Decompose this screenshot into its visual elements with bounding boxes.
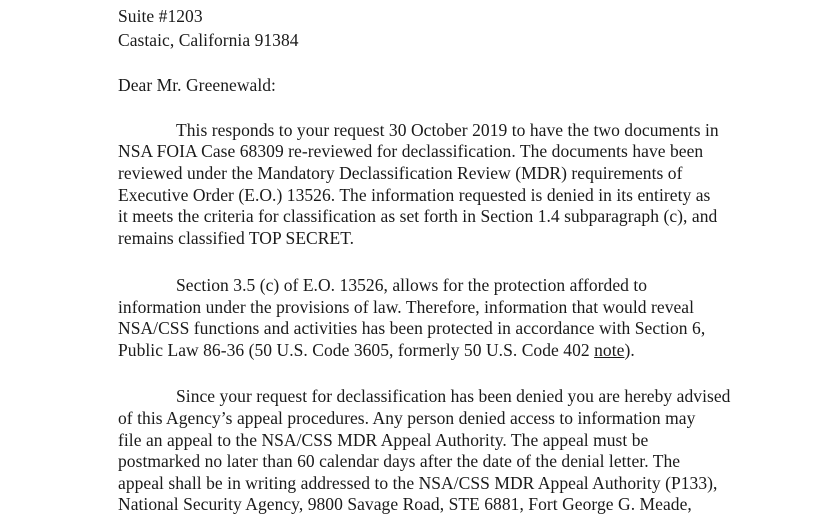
paragraph-2-line: NSA/CSS functions and activities has been protected in accordance with Section 6, (118, 318, 706, 338)
paragraph-2-last-line-prefix: Public Law 86-36 (50 U.S. Code 3605, formerly 50 U.S. Code 402 (118, 340, 595, 360)
paragraph-3-line: of this Agency’s appeal procedures. Any person denied access to information may (118, 408, 696, 428)
paragraph-2-line: Section 3.5 (c) of E.O. 13526, allows for the protection afforded to (176, 275, 648, 295)
paragraph-1-line: reviewed under the Mandatory Declassification Review (MDR) requirements of (118, 163, 683, 183)
paragraph-1-line: remains classified TOP SECRET. (118, 228, 355, 248)
paragraph-3-line: appeal shall be in writing addressed to the NSA/CSS MDR Appeal Authority (P133), (118, 473, 718, 493)
paragraph-3-line: file an appeal to the NSA/CSS MDR Appeal Authority. The appeal must be (118, 430, 649, 450)
address-suite: Suite #1203 (118, 6, 203, 26)
paragraph-3-line: National Security Agency, 9800 Savage Road, STE 6881, Fort George G. Meade, (118, 494, 692, 514)
salutation: Dear Mr. Greenewald: (118, 75, 276, 95)
address-city: Castaic, California 91384 (118, 30, 299, 50)
paragraph-1-line: Executive Order (E.O.) 13526. The information requested is denied in its entirety as (118, 185, 711, 205)
paragraph-2-line: information under the provisions of law. Therefore, information that would reveal (118, 297, 695, 317)
paragraph-2-last-line (118, 340, 635, 360)
paragraph-2-last-line-suffix: ). (624, 340, 635, 360)
paragraph-1-line: This responds to your request 30 October 2019 to have the two documents in (176, 120, 719, 140)
note-link[interactable]: note (594, 340, 625, 360)
paragraph-1-line: it meets the criteria for classification as set forth in Section 1.4 subparagraph (c), and (118, 206, 718, 226)
paragraph-3-line: postmarked no later than 60 calendar days after the date of the denial letter. The (118, 451, 681, 471)
paragraph-3-line: Since your request for declassification has been denied you are hereby advised (176, 386, 731, 406)
paragraph-1-line: NSA FOIA Case 68309 re-reviewed for declassification. The documents have been (118, 141, 704, 161)
